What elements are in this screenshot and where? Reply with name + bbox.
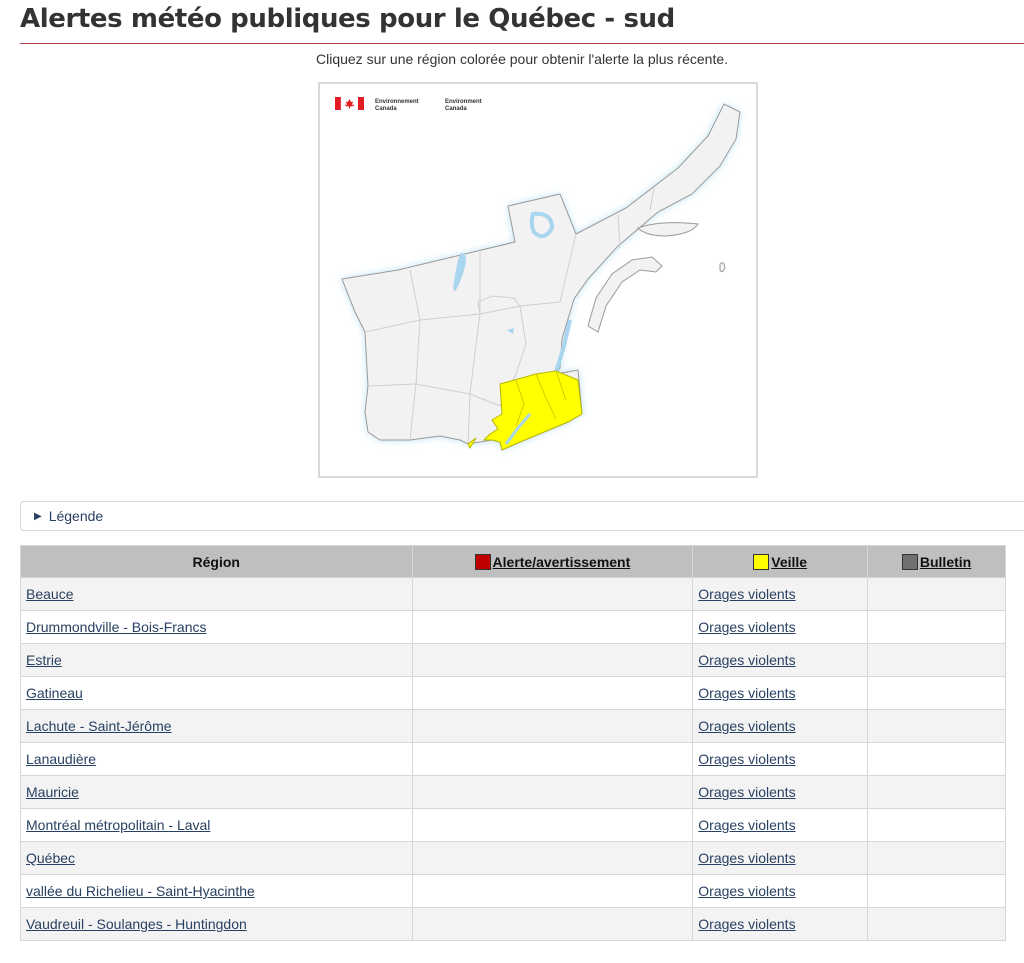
watch-cell xyxy=(693,809,868,842)
watch-cell xyxy=(693,611,868,644)
region-link[interactable]: Lanaudière xyxy=(26,751,97,767)
flag-left-bar xyxy=(335,97,341,110)
title-divider xyxy=(20,43,1024,44)
table-row xyxy=(21,611,1006,644)
table-row xyxy=(21,710,1006,743)
region-link[interactable]: Montréal métropolitain - Laval xyxy=(26,817,211,833)
bulletin-cell xyxy=(868,644,1006,677)
region-link[interactable]: Gatineau xyxy=(26,685,83,701)
alert-cell xyxy=(412,644,693,677)
table-row xyxy=(21,875,1006,908)
alert-cell xyxy=(412,908,693,941)
watch-cell xyxy=(693,842,868,875)
bulletin-header-link[interactable]: Bulletin xyxy=(919,553,972,570)
region-link[interactable]: Mauricie xyxy=(26,784,79,800)
bulletin-cell xyxy=(868,908,1006,941)
magdalen-islands xyxy=(720,263,725,272)
watch-link[interactable]: Orages violents xyxy=(698,586,796,602)
watch-link[interactable]: Orages violents xyxy=(698,916,796,932)
region-link[interactable]: Estrie xyxy=(26,652,62,668)
region-cell xyxy=(21,578,413,611)
logo-text-en-2: Canada xyxy=(445,106,467,112)
watch-swatch-icon xyxy=(753,554,769,570)
header-bulletin[interactable] xyxy=(868,546,1006,578)
region-cell xyxy=(21,908,413,941)
watch-cell xyxy=(693,908,868,941)
bulletin-cell xyxy=(868,809,1006,842)
region-cell xyxy=(21,776,413,809)
alert-header-link[interactable]: Alerte/avertissement xyxy=(492,553,631,570)
bulletin-cell xyxy=(868,677,1006,710)
watch-cell xyxy=(693,743,868,776)
anticosti-island[interactable] xyxy=(638,223,698,236)
watch-link[interactable]: Orages violents xyxy=(698,718,796,734)
region-cell xyxy=(21,710,413,743)
alert-cell xyxy=(412,611,693,644)
region-cell xyxy=(21,644,413,677)
region-link[interactable]: Beauce xyxy=(26,586,74,602)
alerts-table-body xyxy=(21,578,1006,941)
page-title: Alertes météo publiques pour le Québec - sud xyxy=(20,4,675,34)
map-instruction: Cliquez sur une région colorée pour obtenir l'alerte la plus récente. xyxy=(315,51,729,67)
legend-label: Légende xyxy=(48,508,104,524)
watch-link[interactable]: Orages violents xyxy=(698,784,796,800)
bulletin-cell xyxy=(868,842,1006,875)
region-link[interactable]: Drummondville - Bois-Francs xyxy=(26,619,207,635)
watch-link[interactable]: Orages violents xyxy=(698,685,796,701)
region-cell xyxy=(21,611,413,644)
watch-cell xyxy=(693,677,868,710)
watch-cell xyxy=(693,578,868,611)
triangle-right-icon: ▶ xyxy=(34,510,42,522)
bulletin-cell xyxy=(868,776,1006,809)
table-row xyxy=(21,578,1006,611)
region-cell xyxy=(21,743,413,776)
alert-cell xyxy=(412,842,693,875)
gaspe-peninsula[interactable] xyxy=(588,257,662,332)
watch-link[interactable]: Orages violents xyxy=(698,751,796,767)
bulletin-swatch-icon xyxy=(902,554,918,570)
logo-text-fr-1: Environnement xyxy=(375,99,419,105)
region-cell xyxy=(21,875,413,908)
alert-cell xyxy=(412,578,693,611)
table-row xyxy=(21,644,1006,677)
alert-cell xyxy=(412,743,693,776)
alerts-table xyxy=(20,545,1006,941)
region-cell xyxy=(21,809,413,842)
table-row xyxy=(21,776,1006,809)
flag-right-bar xyxy=(358,97,364,110)
region-link[interactable]: Vaudreuil - Soulanges - Huntingdon xyxy=(26,916,247,932)
header-region: Région xyxy=(21,546,413,578)
watch-cell xyxy=(693,875,868,908)
table-row xyxy=(21,842,1006,875)
watch-link[interactable]: Orages violents xyxy=(698,850,796,866)
watch-header-link[interactable]: Veille xyxy=(771,553,808,570)
environment-canada-logo xyxy=(335,97,482,112)
bulletin-cell xyxy=(868,743,1006,776)
bulletin-cell xyxy=(868,578,1006,611)
header-alert[interactable] xyxy=(412,546,693,578)
table-header-row xyxy=(21,546,1006,578)
alert-cell xyxy=(412,677,693,710)
region-cell xyxy=(21,677,413,710)
watch-cell xyxy=(693,644,868,677)
region-link[interactable]: Lachute - Saint-Jérôme xyxy=(26,718,172,734)
alert-cell xyxy=(412,710,693,743)
alert-swatch-icon xyxy=(475,554,491,570)
table-row xyxy=(21,809,1006,842)
header-watch[interactable] xyxy=(693,546,868,578)
bulletin-cell xyxy=(868,611,1006,644)
table-row xyxy=(21,677,1006,710)
region-cell xyxy=(21,842,413,875)
watch-cell xyxy=(693,776,868,809)
bulletin-cell xyxy=(868,710,1006,743)
watch-link[interactable]: Orages violents xyxy=(698,817,796,833)
watch-link[interactable]: Orages violents xyxy=(698,883,796,899)
watch-link[interactable]: Orages violents xyxy=(698,619,796,635)
table-row xyxy=(21,908,1006,941)
bulletin-cell xyxy=(868,875,1006,908)
quebec-map-svg[interactable] xyxy=(320,84,756,476)
watch-cell xyxy=(693,710,868,743)
legend-toggle[interactable] xyxy=(20,501,1024,531)
table-row xyxy=(21,743,1006,776)
weather-alert-map[interactable] xyxy=(318,82,758,478)
logo-text-fr-2: Canada xyxy=(375,106,397,112)
logo-text-en-1: Environment xyxy=(445,99,482,105)
watch-link[interactable]: Orages violents xyxy=(698,652,796,668)
region-link[interactable]: vallée du Richelieu - Saint-Hyacinthe xyxy=(26,883,255,899)
alert-cell xyxy=(412,809,693,842)
alert-cell xyxy=(412,776,693,809)
region-link[interactable]: Québec xyxy=(26,850,76,866)
alert-cell xyxy=(412,875,693,908)
